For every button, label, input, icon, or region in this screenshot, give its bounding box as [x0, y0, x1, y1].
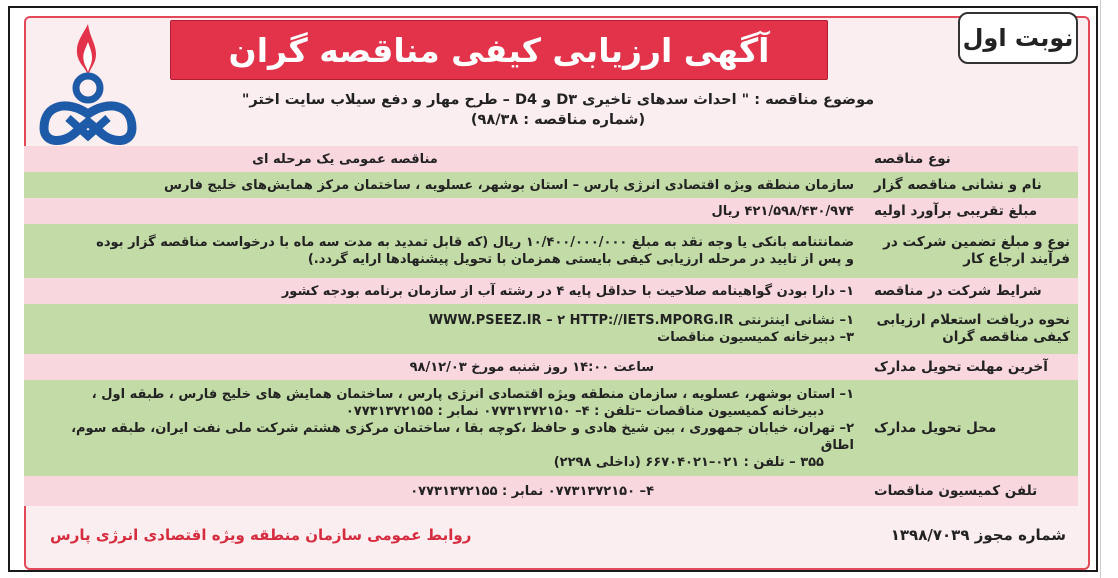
row-label: شرایط شرکت در مناقصه: [874, 282, 1042, 299]
footer: [30, 518, 1076, 552]
row-label: نحوه دریافت استعلام ارزیابی کیفی مناقصه گران: [876, 312, 1070, 345]
row-value: ۴– ۰۷۷۳۱۳۷۲۱۵۰ نمابر : ۰۷۷۳۱۳۷۲۱۵۵: [410, 483, 654, 499]
row-label: محل تحویل مدارک: [874, 419, 997, 436]
row-value: ساعت ۱۴:۰۰ روز شنبه مورخ ۹۸/۱۲/۰۳: [409, 359, 654, 375]
row-value: ۱– استان بوشهر، عسلویه ، سازمان منطقه ویژه اقتصادی انرژی پارس ، ساختمان همایش های خلیج فارس ، طبقه اول ، دبیرخانه کمیسیون مناقصات –تلفن : ۴– ۰۷۷۳۱۳۷۲۱۵۰ نمابر : ۰۷۷۳۱۳۷۲۱۵۵ ۲– تهران، خیابان جمهوری ، بین شیخ هادی و حافظ ،کوچه بقا ، ساختمان مرکزی هشتم شرکت ملی نفت ایران، طبقه سوم، اطاق ۳۵۵ – تلفن : ۰۲۱–۶۶۷۰۴۰۲۱ (داخلی ۲۲۹۸): [71, 386, 854, 470]
row-value: ۱– دارا بودن گواهینامه صلاحیت با حداقل پایه ۴ در رشته آب از سازمان برنامه بودجه کشور: [281, 283, 854, 299]
permit-number: شماره مجوز ۱۳۹۸/۷۰۳۹: [890, 526, 1066, 544]
table-row: [24, 476, 1078, 506]
row-value: ۱– نشانی اینترنتی WWW.PSEEZ.IR – ۲ HTTP://IETS.MPORG.IR ۳– دبیرخانه کمیسیون مناقصات: [428, 313, 854, 345]
row-value: ضمانتنامه بانکی یا وجه نقد به مبلغ ۱۰/۴۰۰/۰۰۰/۰۰۰ ریال (که قابل تمدید به مدت سه ماه با درخواست مناقصه گزار بوده و پس از تایید در مرحله ارزیابی کیفی بایستی همزمان با تحویل پیشنهادها ارایه گردد.): [96, 235, 854, 267]
table-row: [24, 278, 1078, 304]
round-badge: نوبت اول: [958, 12, 1078, 64]
table-row: [24, 380, 1078, 476]
row-value: سازمان منطقه ویژه اقتصادی انرژی پارس – استان بوشهر، عسلویه ، ساختمان مرکز همایش‌های خلیج فارس: [164, 177, 854, 193]
page-edge: [1100, 0, 1118, 578]
table-row: [24, 198, 1078, 224]
row-label: نام و نشانی مناقصه گزار: [874, 176, 1042, 193]
table-row: [24, 354, 1078, 380]
row-label: آخرین مهلت تحویل مدارک: [874, 358, 1048, 375]
row-label: تلفن کمیسیون مناقصات: [874, 482, 1038, 499]
publisher: روابط عمومی سازمان منطقه ویژه اقتصادی انرژی پارس: [50, 526, 472, 544]
table-row: [24, 304, 1078, 354]
tender-number: (شماره مناقصه : ۹۸/۳۸): [470, 112, 646, 128]
table-row: [24, 172, 1078, 198]
row-value: مناقصه عمومی یک مرحله ای: [252, 151, 438, 167]
notice-title: آگهی ارزیابی کیفی مناقصه گران: [170, 20, 828, 80]
table-row: [24, 146, 1078, 172]
subject-line: موضوع مناقصه : " احداث سدهای تاخیری D۳ و D4 – طرح مهار و دفع سیلاب سایت اختر": [241, 92, 875, 108]
row-label: نوع و مبلغ تضمین شرکت در فرآیند ارجاع کار: [883, 234, 1070, 267]
row-value: ۴۲۱/۵۹۸/۴۳۰/۹۷۴ ریال: [711, 203, 854, 219]
tender-subject: [238, 90, 878, 130]
table-row: [24, 224, 1078, 278]
row-label: نوع مناقصه: [874, 150, 951, 167]
row-label: مبلغ تقریبی برآورد اولیه: [874, 202, 1038, 219]
